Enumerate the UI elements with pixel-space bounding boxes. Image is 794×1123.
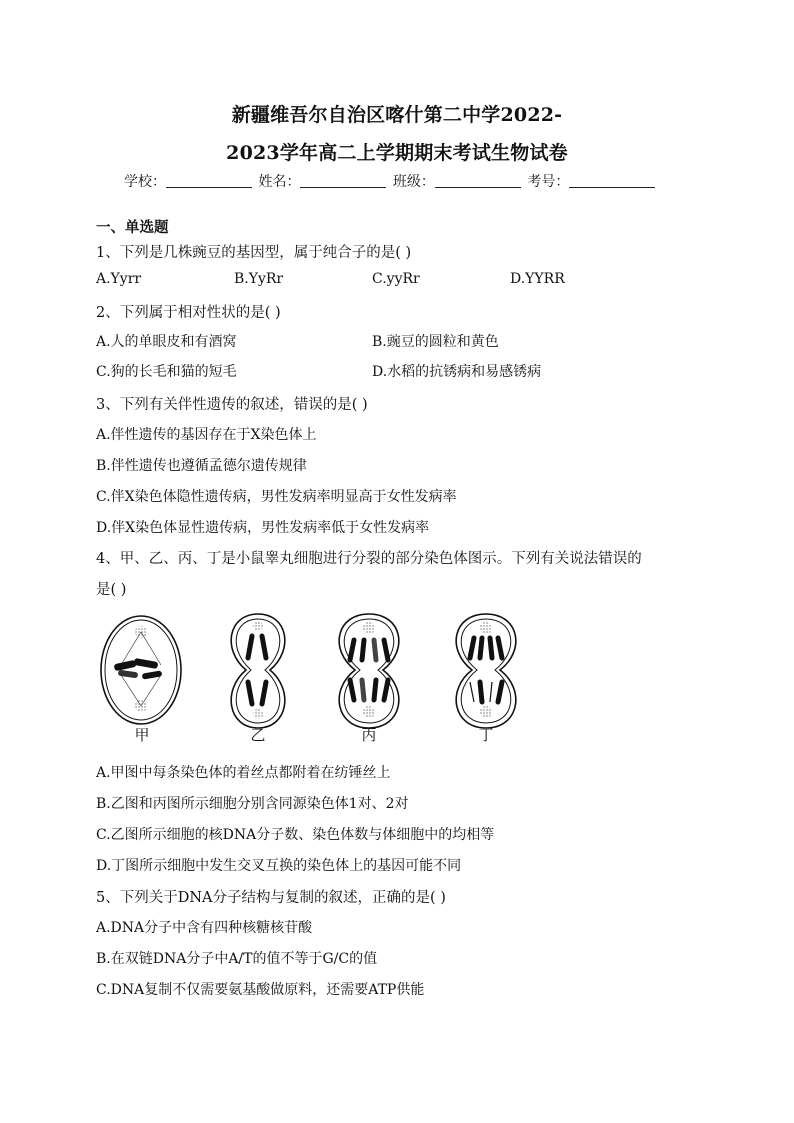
q3-option-c: C.伴X染色体隐性遗传病，男性发病率明显高于女性发病率 [96, 489, 457, 505]
cell-division-figure [96, 610, 556, 750]
q5-option-b: B.在双链DNA分子中A/T的值不等于G/C的值 [96, 951, 378, 967]
q4-option-b: B.乙图和丙图所示细胞分别含同源染色体1对、2对 [96, 796, 409, 812]
question-1-stem: 1、下列是几株豌豆的基因型，属于纯合子的是( ) [96, 245, 412, 261]
q4-option-d: D.丁图所示细胞中发生交叉互换的染色体上的基因可能不同 [96, 858, 462, 874]
number-blank [569, 173, 655, 188]
q1-option-d: D.YYRR [510, 271, 565, 287]
exam-title-line-2: 2023学年高二上学期期末考试生物试卷 [226, 142, 568, 164]
q5-option-a: A.DNA分子中含有四种核糖核苷酸 [96, 920, 313, 936]
student-info-fields [124, 171, 657, 191]
q3-option-b: B.伴性遗传也遵循孟德尔遗传规律 [96, 458, 307, 474]
q3-option-d: D.伴X染色体显性遗传病，男性发病率低于女性发病率 [96, 520, 430, 536]
cell-jia [101, 616, 181, 724]
class-label: 班级： [392, 174, 435, 190]
q3-option-a: A.伴性遗传的基因存在于X染色体上 [96, 427, 317, 443]
q2-option-d: D.水稻的抗锈病和易感锈病 [372, 364, 542, 380]
figure-label-bing: 丙 [361, 726, 377, 744]
q1-option-b: B.YyRr [234, 271, 284, 287]
question-3-stem: 3、下列有关伴性遗传的叙述，错误的是( ) [96, 397, 368, 413]
q2-option-c: C.狗的长毛和猫的短毛 [96, 364, 237, 380]
school-blank [166, 173, 252, 188]
exam-title-line-1: 新疆维吾尔自治区喀什第二中学2022- [231, 104, 563, 126]
cell-ding [456, 614, 516, 728]
q1-option-a: A.Yyrr [96, 271, 142, 287]
q4-option-c: C.乙图所示细胞的核DNA分子数、染色体数与体细胞中的均相等 [96, 827, 495, 843]
name-blank [300, 173, 386, 188]
section-heading: 一、单选题 [96, 219, 169, 236]
question-2-stem: 2、下列属于相对性状的是( ) [96, 305, 281, 321]
cell-bing [339, 614, 399, 728]
q2-option-a: A.人的单眼皮和有酒窝 [96, 334, 237, 350]
question-4-stem-line-2: 是( ) [96, 582, 127, 598]
number-label: 考号： [527, 174, 570, 190]
cell-yi [231, 614, 285, 728]
figure-label-yi: 乙 [250, 726, 266, 744]
q5-option-c: C.DNA复制不仅需要氨基酸做原料，还需要ATP供能 [96, 982, 425, 998]
school-label: 学校： [124, 174, 166, 190]
class-blank [435, 173, 521, 188]
question-4-stem-line-1: 4、甲、乙、丙、丁是小鼠睾丸细胞进行分裂的部分染色体图示。下列有关说法错误的 [96, 551, 642, 567]
q2-option-b: B.豌豆的圆粒和黄色 [372, 334, 499, 350]
figure-label-ding: 丁 [478, 726, 494, 744]
question-5-stem: 5、下列关于DNA分子结构与复制的叙述，正确的是( ) [96, 890, 446, 906]
figure-label-jia: 甲 [134, 726, 150, 744]
q4-option-a: A.甲图中每条染色体的着丝点都附着在纺锤丝上 [96, 765, 391, 781]
q1-option-c: C.yyRr [372, 271, 420, 287]
name-label: 姓名： [258, 174, 301, 190]
